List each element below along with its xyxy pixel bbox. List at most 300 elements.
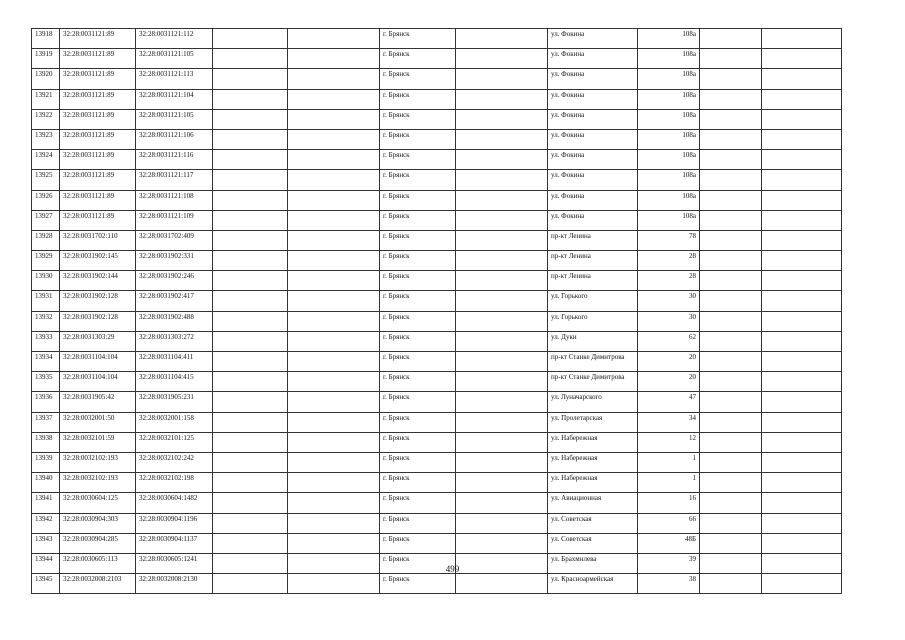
house-number-cell: 30 [638,311,700,331]
house-number-cell: 108а [638,170,700,190]
object-cadastral-number: 32:28:0032001:158 [136,412,213,432]
empty-cell [456,311,548,331]
city-cell: г. Брянск [380,251,456,271]
city-cell: г. Брянск [380,170,456,190]
empty-cell [288,392,380,412]
empty-cell [288,291,380,311]
empty-cell [700,473,762,493]
empty-cell [288,190,380,210]
house-number-cell: 108а [638,69,700,89]
empty-cell [762,493,842,513]
empty-cell [762,251,842,271]
table-row [32,170,842,190]
table-row [32,392,842,412]
city-cell: г. Брянск [380,69,456,89]
empty-cell [762,291,842,311]
table-row [32,352,842,372]
cadastral-number: 32:28:0030605:113 [60,553,136,573]
empty-cell [456,89,548,109]
street-cell: ул. Фокина [548,150,638,170]
object-cadastral-number: 32:28:0031121:116 [136,150,213,170]
city-cell: г. Брянск [380,533,456,553]
city-cell: г. Брянск [380,109,456,129]
empty-cell [762,170,842,190]
empty-cell [456,109,548,129]
house-number-cell: 16 [638,493,700,513]
row-number: 13945 [32,574,60,594]
empty-cell [213,129,288,149]
row-number: 13937 [32,412,60,432]
empty-cell [700,251,762,271]
empty-cell [762,210,842,230]
city-cell: г. Брянск [380,291,456,311]
object-cadastral-number: 32:28:0030604:1482 [136,493,213,513]
object-cadastral-number: 32:28:0031121:113 [136,69,213,89]
cadastral-number: 32:28:0030904:303 [60,513,136,533]
object-cadastral-number: 32:28:0031121:105 [136,49,213,69]
empty-cell [288,412,380,432]
street-cell: ул. Фокина [548,69,638,89]
city-cell: г. Брянск [380,271,456,291]
city-cell: г. Брянск [380,392,456,412]
table-row [32,150,842,170]
cadastral-number: 32:28:0031121:89 [60,170,136,190]
table-row [32,533,842,553]
object-cadastral-number: 32:28:0031905:231 [136,392,213,412]
empty-cell [213,513,288,533]
cadastral-number: 32:28:0031121:89 [60,210,136,230]
row-number: 13938 [32,432,60,452]
object-cadastral-number: 32:28:0031902:331 [136,251,213,271]
house-number-cell: 108а [638,210,700,230]
empty-cell [213,109,288,129]
city-cell: г. Брянск [380,311,456,331]
empty-cell [700,89,762,109]
row-number: 13918 [32,29,60,49]
city-cell: г. Брянск [380,574,456,594]
empty-cell [456,190,548,210]
object-cadastral-number: 32:28:0031121:105 [136,109,213,129]
house-number-cell: 47 [638,392,700,412]
cadastral-number: 32:28:0031121:89 [60,29,136,49]
city-cell: г. Брянск [380,331,456,351]
empty-cell [288,129,380,149]
empty-cell [700,109,762,129]
empty-cell [213,251,288,271]
empty-cell [456,372,548,392]
empty-cell [288,352,380,372]
object-cadastral-number: 32:28:0031104:411 [136,352,213,372]
empty-cell [700,452,762,472]
object-cadastral-number: 32:28:0032008:2130 [136,574,213,594]
object-cadastral-number: 32:28:0032101:125 [136,432,213,452]
empty-cell [762,352,842,372]
empty-cell [213,432,288,452]
house-number-cell: 1 [638,452,700,472]
empty-cell [288,574,380,594]
table-row [32,452,842,472]
cadastral-number: 32:28:0031121:89 [60,190,136,210]
empty-cell [700,49,762,69]
empty-cell [762,412,842,432]
table-row [32,29,842,49]
street-cell: ул. Набережная [548,452,638,472]
row-number: 13929 [32,251,60,271]
row-number: 13932 [32,311,60,331]
empty-cell [213,291,288,311]
empty-cell [213,49,288,69]
empty-cell [288,372,380,392]
row-number: 13921 [32,89,60,109]
street-cell: ул. Горького [548,291,638,311]
object-cadastral-number: 32:28:0031104:415 [136,372,213,392]
house-number-cell: 108а [638,150,700,170]
city-cell: г. Брянск [380,190,456,210]
house-number-cell: 30 [638,291,700,311]
object-cadastral-number: 32:28:0031902:488 [136,311,213,331]
house-number-cell: 108а [638,109,700,129]
empty-cell [288,473,380,493]
cadastral-number: 32:28:0031902:128 [60,291,136,311]
row-number: 13925 [32,170,60,190]
row-number: 13933 [32,331,60,351]
empty-cell [288,210,380,230]
empty-cell [213,69,288,89]
empty-cell [762,129,842,149]
street-cell: ул. Советская [548,533,638,553]
city-cell: г. Брянск [380,89,456,109]
empty-cell [213,170,288,190]
house-number-cell: 39 [638,553,700,573]
house-number-cell: 108а [638,89,700,109]
empty-cell [288,150,380,170]
empty-cell [288,311,380,331]
empty-cell [288,170,380,190]
empty-cell [700,210,762,230]
empty-cell [700,392,762,412]
empty-cell [288,493,380,513]
house-number-cell: 108а [638,129,700,149]
empty-cell [213,352,288,372]
data-table [31,28,842,594]
house-number-cell: 48Б [638,533,700,553]
street-cell: пр-кт Ленина [548,230,638,250]
empty-cell [288,432,380,452]
empty-cell [288,109,380,129]
house-number-cell: 34 [638,412,700,432]
empty-cell [456,513,548,533]
street-cell: ул. Красноармейская [548,574,638,594]
empty-cell [213,473,288,493]
street-cell: ул. Набережная [548,473,638,493]
empty-cell [213,311,288,331]
city-cell: г. Брянск [380,210,456,230]
empty-cell [213,392,288,412]
empty-cell [456,493,548,513]
cadastral-number: 32:28:0031121:89 [60,150,136,170]
empty-cell [700,230,762,250]
empty-cell [288,230,380,250]
object-cadastral-number: 32:28:0031303:272 [136,331,213,351]
city-cell: г. Брянск [380,230,456,250]
table-row [32,513,842,533]
object-cadastral-number: 32:28:0030904:1137 [136,533,213,553]
house-number-cell: 1 [638,473,700,493]
empty-cell [456,271,548,291]
cadastral-number: 32:28:0031702:110 [60,230,136,250]
row-number: 13930 [32,271,60,291]
row-number: 13936 [32,392,60,412]
street-cell: ул. Авиационная [548,493,638,513]
empty-cell [456,251,548,271]
empty-cell [762,49,842,69]
row-number: 13923 [32,129,60,149]
table-row [32,412,842,432]
empty-cell [700,150,762,170]
table-row [32,493,842,513]
city-cell: г. Брянск [380,513,456,533]
object-cadastral-number: 32:28:0031121:106 [136,129,213,149]
object-cadastral-number: 32:28:0031902:417 [136,291,213,311]
street-cell: пр-кт Ленина [548,271,638,291]
table-row [32,190,842,210]
table-row [32,473,842,493]
empty-cell [700,129,762,149]
object-cadastral-number: 32:28:0030904:1196 [136,513,213,533]
cadastral-number: 32:28:0032102:193 [60,473,136,493]
row-number: 13931 [32,291,60,311]
table-row [32,230,842,250]
city-cell: г. Брянск [380,432,456,452]
table-row [32,251,842,271]
cadastral-number: 32:28:0030904:285 [60,533,136,553]
empty-cell [700,271,762,291]
empty-cell [762,89,842,109]
empty-cell [700,29,762,49]
cadastral-number: 32:28:0032008:2103 [60,574,136,594]
empty-cell [456,331,548,351]
empty-cell [762,392,842,412]
row-number: 13928 [32,230,60,250]
cadastral-number: 32:28:0031902:145 [60,251,136,271]
empty-cell [762,372,842,392]
empty-cell [213,210,288,230]
empty-cell [762,473,842,493]
empty-cell [700,170,762,190]
empty-cell [762,432,842,452]
table-row [32,89,842,109]
house-number-cell: 20 [638,352,700,372]
city-cell: г. Брянск [380,49,456,69]
object-cadastral-number: 32:28:0031902:246 [136,271,213,291]
table-row [32,372,842,392]
street-cell: ул. Советская [548,513,638,533]
street-cell: ул. Фокина [548,190,638,210]
row-number: 13920 [32,69,60,89]
house-number-cell: 20 [638,372,700,392]
empty-cell [213,190,288,210]
table-row [32,432,842,452]
empty-cell [700,311,762,331]
city-cell: г. Брянск [380,473,456,493]
empty-cell [456,230,548,250]
house-number-cell: 62 [638,331,700,351]
empty-cell [456,49,548,69]
empty-cell [700,69,762,89]
cadastral-number: 32:28:0031121:89 [60,109,136,129]
row-number: 13935 [32,372,60,392]
empty-cell [700,574,762,594]
object-cadastral-number: 32:28:0031121:109 [136,210,213,230]
city-cell: г. Брянск [380,129,456,149]
street-cell: ул. Дуки [548,331,638,351]
table-row [32,210,842,230]
cadastral-number: 32:28:0031902:128 [60,311,136,331]
empty-cell [762,150,842,170]
house-number-cell: 108а [638,29,700,49]
empty-cell [762,311,842,331]
city-cell: г. Брянск [380,493,456,513]
empty-cell [456,452,548,472]
cadastral-number: 32:28:0032102:193 [60,452,136,472]
city-cell: г. Брянск [380,452,456,472]
row-number: 13944 [32,553,60,573]
empty-cell [213,412,288,432]
street-cell: ул. Фокина [548,210,638,230]
empty-cell [456,533,548,553]
empty-cell [456,291,548,311]
cadastral-number: 32:28:0031121:89 [60,89,136,109]
empty-cell [288,251,380,271]
empty-cell [700,352,762,372]
empty-cell [456,352,548,372]
street-cell: ул. Набережная [548,432,638,452]
street-cell: пр-кт Ленина [548,251,638,271]
object-cadastral-number: 32:28:0031121:104 [136,89,213,109]
empty-cell [762,513,842,533]
cadastral-number: 32:28:0031905:42 [60,392,136,412]
empty-cell [213,29,288,49]
empty-cell [288,69,380,89]
empty-cell [456,69,548,89]
cadastral-number: 32:28:0031104:104 [60,352,136,372]
empty-cell [456,150,548,170]
empty-cell [762,69,842,89]
empty-cell [213,271,288,291]
cadastral-number: 32:28:0032001:50 [60,412,136,432]
street-cell: ул. Фокина [548,109,638,129]
table-row [32,291,842,311]
city-cell: г. Брянск [380,553,456,573]
row-number: 13934 [32,352,60,372]
empty-cell [762,109,842,129]
cadastral-number: 32:28:0031303:29 [60,331,136,351]
object-cadastral-number: 32:28:0030605:1241 [136,553,213,573]
house-number-cell: 108а [638,49,700,69]
empty-cell [762,574,842,594]
cadastral-number: 32:28:0031121:89 [60,129,136,149]
object-cadastral-number: 32:28:0031121:108 [136,190,213,210]
empty-cell [700,372,762,392]
empty-cell [288,29,380,49]
empty-cell [456,210,548,230]
row-number: 13943 [32,533,60,553]
empty-cell [288,513,380,533]
row-number: 13922 [32,109,60,129]
empty-cell [288,271,380,291]
empty-cell [213,533,288,553]
empty-cell [456,432,548,452]
house-number-cell: 78 [638,230,700,250]
table-body [32,29,842,594]
street-cell: ул. Фокина [548,29,638,49]
city-cell: г. Брянск [380,150,456,170]
empty-cell [213,372,288,392]
city-cell: г. Брянск [380,29,456,49]
city-cell: г. Брянск [380,372,456,392]
street-cell: ул. Фокина [548,49,638,69]
empty-cell [762,533,842,553]
house-number-cell: 12 [638,432,700,452]
row-number: 13942 [32,513,60,533]
table-row [32,331,842,351]
row-number: 13939 [32,452,60,472]
house-number-cell: 108а [638,190,700,210]
empty-cell [288,533,380,553]
cadastral-number: 32:28:0030604:125 [60,493,136,513]
row-number: 13941 [32,493,60,513]
empty-cell [456,473,548,493]
empty-cell [700,190,762,210]
object-cadastral-number: 32:28:0032102:242 [136,452,213,472]
empty-cell [288,49,380,69]
empty-cell [700,513,762,533]
object-cadastral-number: 32:28:0031121:117 [136,170,213,190]
table-row [32,109,842,129]
empty-cell [456,412,548,432]
table-row [32,311,842,331]
city-cell: г. Брянск [380,412,456,432]
object-cadastral-number: 32:28:0031121:112 [136,29,213,49]
empty-cell [213,574,288,594]
empty-cell [288,331,380,351]
table-row [32,574,842,594]
table-row [32,129,842,149]
cadastral-number: 32:28:0031121:89 [60,49,136,69]
street-cell: пр-кт Станке Димитрова [548,352,638,372]
street-cell: ул. Фокина [548,129,638,149]
empty-cell [700,412,762,432]
street-cell: пр-кт Станке Димитрова [548,372,638,392]
empty-cell [700,432,762,452]
empty-cell [456,129,548,149]
row-number: 13927 [32,210,60,230]
street-cell: ул. Пролетарская [548,412,638,432]
empty-cell [762,190,842,210]
empty-cell [762,29,842,49]
empty-cell [762,230,842,250]
empty-cell [288,452,380,472]
object-cadastral-number: 32:28:0031702:409 [136,230,213,250]
house-number-cell: 38 [638,574,700,594]
street-cell: ул. Луначарского [548,392,638,412]
empty-cell [700,493,762,513]
empty-cell [700,291,762,311]
cadastral-number: 32:28:0031104:104 [60,372,136,392]
table-row [32,49,842,69]
empty-cell [456,170,548,190]
empty-cell [213,331,288,351]
